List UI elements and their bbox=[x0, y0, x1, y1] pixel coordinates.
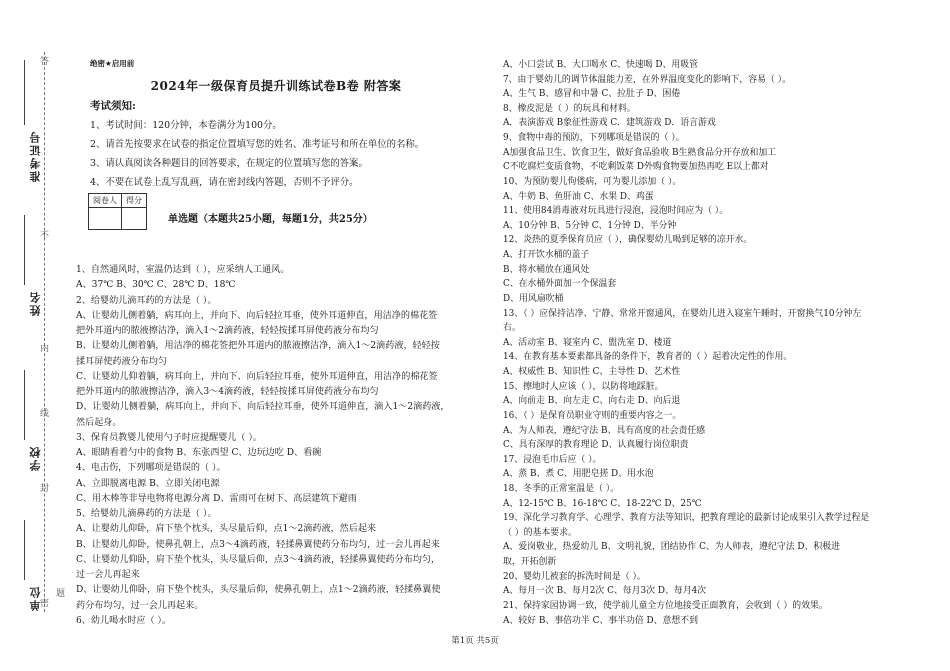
question-line: A、向前走 B、向左走 C、向右走 D、向后退 bbox=[503, 396, 681, 407]
question-line: 9、食物中毒的预防，下列哪项是错误的（ ）。 bbox=[503, 133, 685, 144]
score-table-reviewer-header: 阅卷人 bbox=[89, 194, 122, 208]
question-line: 过一会儿再起来 bbox=[76, 570, 140, 580]
name-blank[interactable] bbox=[24, 215, 25, 285]
question-line: B、让婴幼儿仰卧，使鼻孔朝上，点3～4滴药液，轻揉鼻翼使药分布均匀，过一会儿再起来 bbox=[76, 539, 440, 550]
question-line: A加强食品卫生、饮食卫生，做好食品验收 B生熟食品分开存放和加工 bbox=[503, 147, 777, 158]
question-line: 12、炎热的夏季保育员应（ ），确保婴幼儿喝到足够的凉开水。 bbox=[503, 235, 753, 246]
question-line: A、为人师表，遵纪守法 B、具有高度的社会责任感 bbox=[503, 425, 706, 436]
field-exam-number-label: 准考证号 bbox=[29, 130, 42, 182]
question-line: 药分布均匀，过一会儿再起来。 bbox=[76, 600, 204, 611]
question-line: B、让婴幼儿侧着躺，用洁净的棉花签把外耳道内的脓液擦洁净，滴入1～2滴药液，轻轻按 bbox=[76, 341, 440, 352]
question-line: 20、婴幼儿被套的拆洗时间是（ ）。 bbox=[503, 571, 646, 582]
question-line: 10、为预防婴儿佝偻病，可为婴儿添加（ ）。 bbox=[503, 176, 682, 187]
field-name-label: 姓名 bbox=[29, 290, 42, 316]
question-line: D、让婴幼儿侧着躺，病耳向上，并向下、向后轻拉耳垂，使外耳道伸直，滴入1～2滴药液， bbox=[76, 402, 450, 413]
question-line: C、在水桶外面加一个保温套 bbox=[503, 279, 617, 290]
page-footer: 第1页 共5页 bbox=[451, 636, 499, 646]
question-line: A、小口尝试 B、大口喝水 C、快速喝 D、用吸管 bbox=[503, 60, 699, 70]
seal-mark: 答 bbox=[40, 57, 50, 67]
score-table bbox=[88, 193, 147, 230]
question-line: 11、使用84消毒液对玩具进行浸泡，浸泡时间应为（ ）。 bbox=[503, 206, 729, 217]
question-line: 17、浸泡毛巾后应（ ）。 bbox=[503, 454, 602, 465]
question-line: A、37℃ B、30℃ C、28℃ D、18℃ bbox=[76, 280, 236, 291]
question-line: C、用木棒等非导电物将电源分离 D、雷雨可在树下、高层建筑下避雨 bbox=[76, 493, 357, 504]
question-line: 然后起身。 bbox=[76, 417, 122, 428]
field-school-label: 学校 bbox=[29, 445, 42, 471]
question-line: D、用风扇吹桶 bbox=[503, 293, 564, 304]
seal-mark: 内 bbox=[40, 344, 50, 354]
question-line: 4、电击伤，下列哪项是错误的（ ）。 bbox=[76, 463, 226, 474]
question-line: 19、深化学习教育学、心理学、教育方法等知识，把教育理论的最新讨论成果引入教学过程是 bbox=[503, 513, 870, 524]
seal-line bbox=[44, 52, 45, 612]
question-line: C、让婴幼儿仰着躺，病耳向上，并向下、向后轻拉耳垂，使外耳道伸直，用洁净的棉花签 bbox=[76, 371, 438, 382]
question-line: （ ）的基本要求。 bbox=[503, 527, 577, 538]
question-line: A、每月一次 B、每月2次 C、每月3次 D、每月4次 bbox=[503, 586, 707, 597]
question-line: 15、擦地时人应该（ ），以防将地踩脏。 bbox=[503, 381, 664, 392]
question-line: A、眼睛看着勺中的食物 B、东张西望 C、边玩边吃 D、看碗 bbox=[76, 448, 322, 458]
question-line: 14、在教育基本要素都具备的条件下，教育者的（ ）起着决定性的作用。 bbox=[503, 352, 793, 363]
section-heading: 单选题（本题共25小题，每题1分，共25分） bbox=[168, 214, 373, 225]
question-line: A、让婴幼儿侧着躺，病耳向上，并向下、向后轻拉耳垂，使外耳道伸直，用洁净的棉花签 bbox=[76, 310, 438, 321]
question-line: A、打开饮水桶的盖子 bbox=[503, 250, 590, 261]
question-line: A、较好 B、事倍功半 C、事半功倍 D、意想不到 bbox=[503, 615, 699, 626]
question-line: A、蒸 B、煮 C、用肥皂搓 D、用水泡 bbox=[503, 469, 654, 480]
question-line: 揉耳屏使药液分布均匀 bbox=[76, 356, 167, 367]
question-line: A、爱岗敬业，热爱幼儿 B、文明礼貌，团结协作 C、为人师表，遵纪守法 D、积极进 bbox=[503, 542, 841, 553]
question-line: A、牛奶 B、鱼肝油 C、水果 D、鸡蛋 bbox=[503, 191, 654, 202]
question-line: 1、自然通风时，室温仍达到（ ），应采纳人工通风。 bbox=[76, 265, 290, 275]
question-line: D、让婴幼儿仰卧，肩下垫个枕头，头尽量后仰，使鼻孔朝上，点1～2滴药液，轻揉鼻翼使 bbox=[76, 585, 441, 596]
notice-item: 1、考试时间：120分钟，本卷满分为100分。 bbox=[90, 120, 282, 131]
question-line: 18、冬季的正常室温是（ ）。 bbox=[503, 483, 620, 494]
question-line: 2、给婴幼儿滴耳药的方法是（ ）。 bbox=[76, 295, 217, 306]
question-line: 5、给婴幼儿滴鼻药的方法是（ ）。 bbox=[76, 509, 217, 519]
seal-mark: 密 bbox=[40, 599, 50, 609]
score-table-score-cell[interactable] bbox=[122, 208, 147, 230]
question-line: 8、橡皮泥是（ ）的玩具和材料。 bbox=[503, 103, 636, 114]
question-line: A、生气 B、感冒和中暑 C、拉肚子 D、困倦 bbox=[503, 89, 681, 100]
question-line: B、将水桶放在通风处 bbox=[503, 264, 590, 275]
question-line: C、具有深厚的教育理论 D、认真履行岗位职责 bbox=[503, 440, 689, 451]
question-line: 16、（ ）是保育员职业守则的重要内容之一。 bbox=[503, 410, 682, 421]
question-line: A、让婴幼儿仰卧，肩下垫个枕头，头尽量后仰，点1～2滴药液，然后起来 bbox=[76, 524, 377, 535]
exam-number-blank[interactable] bbox=[24, 60, 25, 125]
question-line: 右。 bbox=[503, 323, 521, 334]
question-line: A、12-15℃ B、16-18℃ C、18-22℃ D、25℃ bbox=[503, 498, 702, 509]
question-line: 把外耳道内的脓液擦洁净，滴入3～4滴药液，轻轻按揉耳屏使药液分布均匀 bbox=[76, 387, 379, 397]
notice-heading: 考试须知: bbox=[90, 100, 136, 112]
seal-mark: 不 bbox=[40, 231, 50, 241]
question-line: A、立即脱离电源 B、立即关闭电源 bbox=[76, 478, 220, 489]
seal-mark: 线 bbox=[40, 409, 50, 419]
field-unit-label: 单位 bbox=[29, 585, 42, 611]
question-line: A、10分钟 B、5分钟 C、1分钟 D、半分钟 bbox=[503, 220, 677, 231]
binding-margin bbox=[0, 0, 66, 671]
question-line: 6、幼儿喝水时应（ ）。 bbox=[76, 615, 172, 626]
question-line: 取，开拓创新 bbox=[503, 557, 557, 568]
question-line: 21、保持家园协调一致，使学前儿童全方位地接受正面教育，会收到（ ）的效果。 bbox=[503, 600, 828, 611]
question-line: 13、（ ）应保持洁净、宁静、常常开窗通风，在婴幼儿进入寝室午睡时，开窗换气10分钟左 bbox=[503, 308, 862, 319]
question-line: 7、由于婴幼儿的调节体温能力差，在外界温度变化的影响下，容易（ ）。 bbox=[503, 74, 792, 85]
document-title: 2024年一级保育员提升训练试卷B卷 附答案 bbox=[150, 79, 402, 93]
notice-item: 3、请认真阅读各种题目的回答要求，在规定的位置填写您的答案。 bbox=[90, 158, 368, 169]
score-table-score-header: 得分 bbox=[122, 194, 147, 208]
notice-item: 4、不要在试卷上乱写乱画，请在密封线内答题，否则不予评分。 bbox=[90, 177, 359, 188]
question-line: 把外耳道内的脓液擦洁净，滴入1～2滴药液，轻轻按揉耳屏使药液分布均匀 bbox=[76, 326, 379, 336]
notice-item: 2、请首先按要求在试卷的指定位置填写您的姓名、准考证号和所在单位的名称。 bbox=[90, 139, 425, 150]
question-line: A、权威性 B、知识性 C、主导性 D、艺术性 bbox=[503, 367, 681, 378]
question-line: C不吃腐烂变质食物，不吃剩饭菜 D外购食物要加热再吃 E以上都对 bbox=[503, 162, 769, 173]
seal-mark: 题 bbox=[56, 589, 66, 599]
question-line: A、活动室 B、寝室内 C、盥洗室 D、楼道 bbox=[503, 337, 672, 348]
school-blank[interactable] bbox=[24, 370, 25, 440]
question-line: A．表演游戏 B象征性游戏 C．建筑游戏 D．语言游戏 bbox=[503, 118, 716, 129]
secret-label: 绝密★启用前 bbox=[90, 59, 135, 68]
question-line: 3、保育员教婴儿使用勺子时应提醒婴儿（ ）。 bbox=[76, 432, 263, 443]
question-line: C、让婴幼儿仰卧，肩下垫个枕头，头尽量后仰，点3～4滴药液，轻揉鼻翼使药分布均匀， bbox=[76, 554, 441, 565]
seal-mark: 封 bbox=[40, 484, 50, 494]
unit-blank[interactable] bbox=[24, 520, 25, 580]
score-table-reviewer-cell[interactable] bbox=[89, 208, 122, 230]
